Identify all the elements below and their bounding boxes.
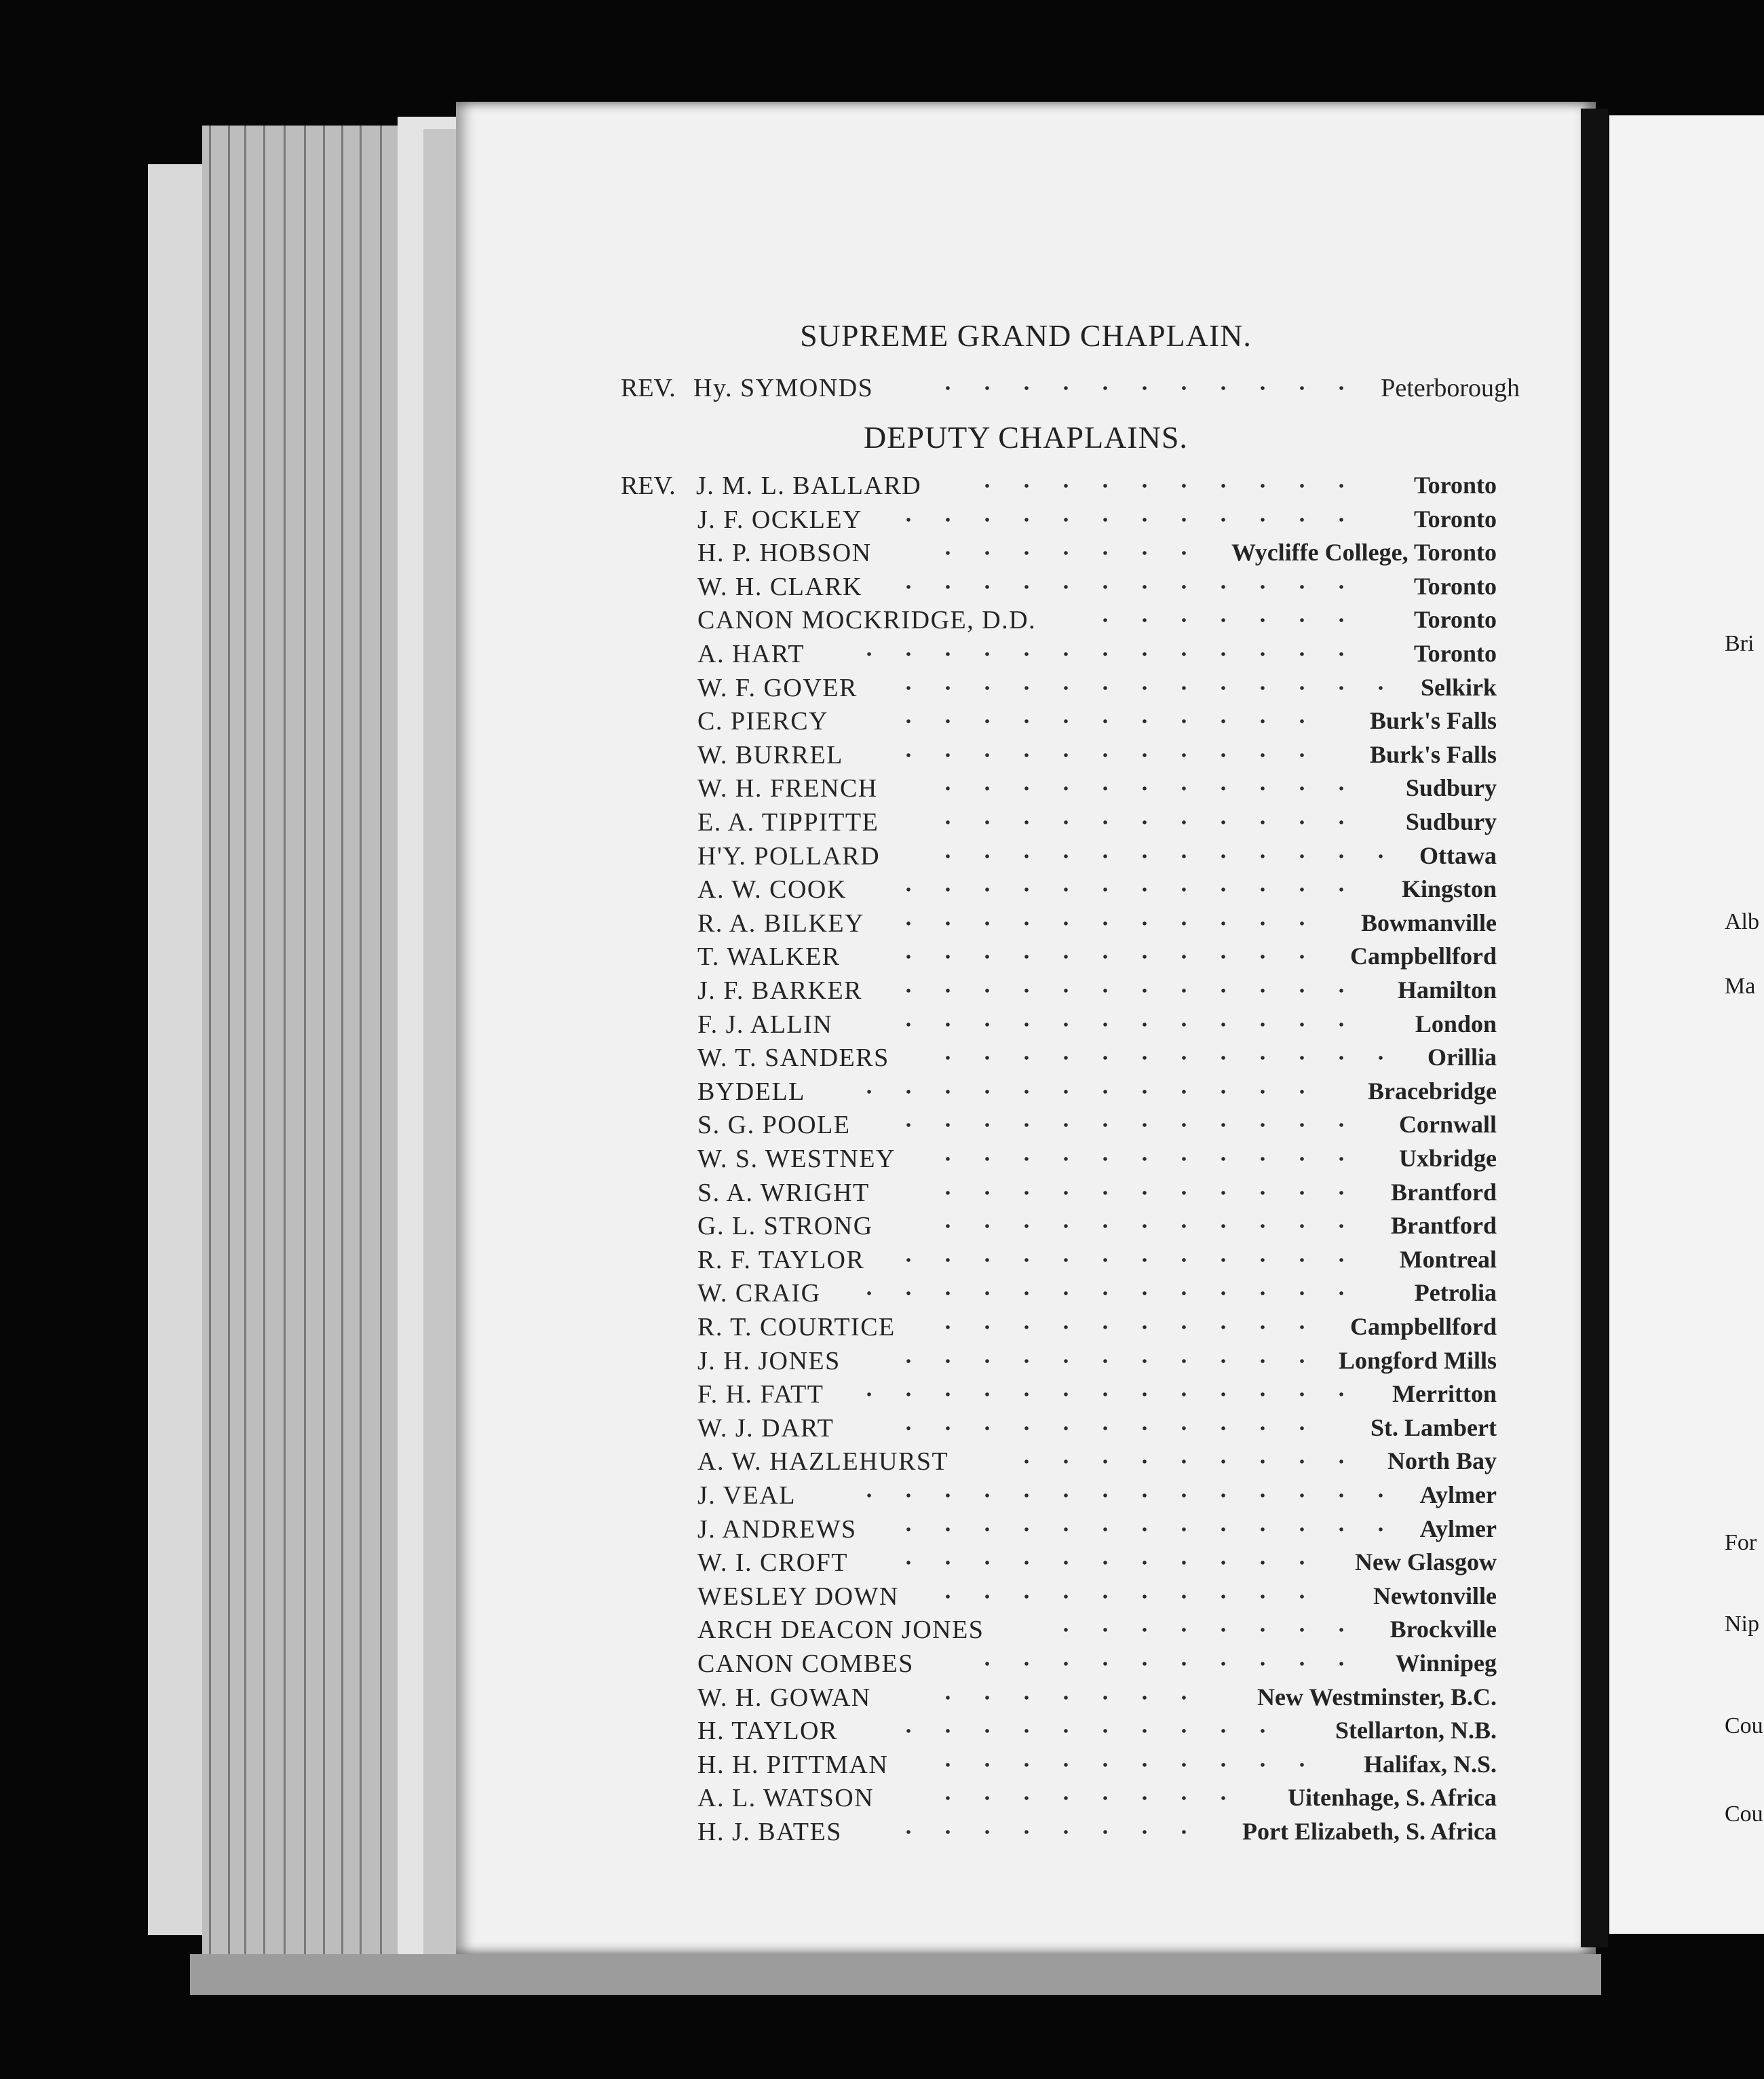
chaplain-name: H. P. HOBSON xyxy=(697,539,872,568)
leader-dots xyxy=(1007,1447,1368,1476)
chaplain-name: Hy. SYMONDS xyxy=(693,374,874,402)
chaplain-name: BYDELL xyxy=(697,1077,805,1106)
leader-dots xyxy=(1046,1615,1368,1645)
chaplain-place: Brantford xyxy=(1391,1178,1497,1206)
leader-dots xyxy=(928,1144,1368,1174)
chaplain-row xyxy=(456,1278,1596,1312)
chaplain-place: Cornwall xyxy=(1399,1111,1497,1139)
chaplain-place: Uxbridge xyxy=(1399,1145,1497,1172)
chaplain-place: Sudbury xyxy=(1405,774,1497,802)
chaplain-row xyxy=(456,1716,1596,1750)
chaplain-place: Toronto xyxy=(1413,606,1497,634)
chaplain-name: H. TAYLOR xyxy=(697,1717,838,1746)
chaplain-row xyxy=(456,976,1596,1010)
deputies-heading: DEPUTY CHAPLAINS. xyxy=(864,420,1188,455)
page-stack-edges xyxy=(202,126,399,1958)
chaplain-place: Aylmer xyxy=(1419,1514,1497,1542)
chaplain-row xyxy=(456,572,1596,606)
chaplain-place: London xyxy=(1415,1010,1497,1037)
chaplain-row xyxy=(456,942,1596,976)
chaplain-place: North Bay xyxy=(1387,1447,1497,1475)
chaplain-place: Ottawa xyxy=(1419,841,1497,869)
facing-fragment: Bri xyxy=(1725,631,1755,656)
chaplain-name: J. H. JONES xyxy=(697,1346,841,1375)
chaplain-row xyxy=(456,875,1596,909)
chaplain-place: Bracebridge xyxy=(1368,1077,1497,1105)
rev-prefix: REV. xyxy=(621,374,676,402)
chaplain-name: ARCH DEACON JONES xyxy=(697,1616,984,1645)
leader-dots xyxy=(849,1379,1368,1409)
chaplain-place: Campbellford xyxy=(1350,942,1497,970)
chaplain-place: New Westminster, B.C. xyxy=(1257,1683,1497,1711)
leader-dots xyxy=(889,909,1328,938)
chaplain-row xyxy=(456,807,1596,841)
chaplain-row xyxy=(456,605,1596,639)
chaplain-row xyxy=(456,740,1596,774)
chaplain-name: J. F. BARKER xyxy=(697,976,863,1005)
chaplain-name: WESLEY DOWN xyxy=(697,1582,899,1611)
chaplain-name: CANON MOCKRIDGE, D.D. xyxy=(697,606,1037,635)
chaplain-row xyxy=(456,1582,1596,1616)
chaplain-place: St. Lambert xyxy=(1370,1413,1497,1441)
leader-dots xyxy=(928,1312,1328,1342)
leader-dots xyxy=(849,1278,1368,1308)
book-gutter xyxy=(1581,109,1608,1947)
facing-fragment: For xyxy=(1725,1530,1757,1555)
chaplain-row xyxy=(456,909,1596,942)
chaplain-name: A. W. COOK xyxy=(697,875,847,904)
chaplain-row xyxy=(456,774,1596,807)
chaplain-row xyxy=(456,1683,1596,1717)
chaplain-name: W. H. GOWAN xyxy=(697,1683,871,1712)
facing-fragment: Cou xyxy=(1725,1713,1763,1738)
chaplain-place: Sudbury xyxy=(1405,808,1497,835)
chaplain-row xyxy=(456,1379,1596,1413)
leader-dots xyxy=(889,1514,1407,1544)
chaplain-place: Uitenhage, S. Africa xyxy=(1288,1784,1497,1812)
book-bottom-edge xyxy=(190,1954,1601,1995)
leader-dots xyxy=(928,1750,1328,1780)
chaplain-row xyxy=(456,1043,1596,1077)
chaplain-name: W. S. WESTNEY xyxy=(697,1145,896,1173)
chaplain-name: H'Y. POLLARD xyxy=(697,841,881,871)
chaplain-place: Toronto xyxy=(1413,572,1497,600)
leader-dots xyxy=(889,1548,1328,1578)
chaplain-row xyxy=(456,706,1596,740)
chaplain-row xyxy=(456,673,1596,707)
chaplain-place: Peterborough xyxy=(1381,374,1520,402)
leader-dots xyxy=(967,1649,1368,1679)
facing-fragment: Ma xyxy=(1725,974,1756,999)
chaplain-row xyxy=(456,1649,1596,1683)
leader-dots xyxy=(967,471,1368,501)
chaplain-name: J. F. OCKLEY xyxy=(697,505,862,534)
chaplain-name: W. J. DART xyxy=(697,1413,835,1443)
facing-fragment: Alb xyxy=(1725,909,1759,934)
chaplain-place: Longford Mills xyxy=(1338,1346,1497,1374)
chaplain-place: Selkirk xyxy=(1420,673,1497,701)
book-page xyxy=(456,102,1596,1954)
chaplain-place: Merritton xyxy=(1392,1380,1497,1408)
facing-page xyxy=(1609,115,1764,1934)
leader-dots xyxy=(889,740,1328,770)
chaplain-place: Burk's Falls xyxy=(1369,707,1497,735)
chaplain-name: W. H. CLARK xyxy=(697,572,863,601)
leader-dots xyxy=(889,706,1328,736)
chaplain-name: J. VEAL xyxy=(697,1481,796,1510)
chaplain-name: R. F. TAYLOR xyxy=(697,1245,865,1274)
leader-dots xyxy=(889,505,1368,535)
chaplain-name: W. T. SANDERS xyxy=(697,1044,889,1073)
chaplain-row xyxy=(456,1481,1596,1514)
chaplain-name: W. I. CROFT xyxy=(697,1548,849,1578)
chaplain-name: H. H. PITTMAN xyxy=(697,1750,889,1779)
chaplain-row xyxy=(456,1615,1596,1649)
leader-dots xyxy=(928,1043,1407,1073)
chaplain-name: W. F. GOVER xyxy=(697,673,858,702)
chaplain-place: Hamilton xyxy=(1397,976,1497,1004)
chaplain-row xyxy=(456,1312,1596,1346)
chaplain-name: S. A. WRIGHT xyxy=(697,1178,870,1207)
chaplain-place: Campbellford xyxy=(1350,1313,1497,1340)
chaplain-name: G. L. STRONG xyxy=(697,1212,873,1241)
chaplain-place: Petrolia xyxy=(1414,1279,1497,1307)
leader-dots xyxy=(928,538,1210,568)
chaplain-place: Toronto xyxy=(1413,505,1497,533)
leader-dots xyxy=(889,875,1368,904)
facing-fragment: Nip xyxy=(1725,1611,1759,1637)
chaplain-row xyxy=(456,1010,1596,1044)
chaplain-row xyxy=(456,1178,1596,1212)
leader-dots xyxy=(928,807,1368,837)
chaplain-name: C. PIERCY xyxy=(697,707,828,736)
chaplain-name: T. WALKER xyxy=(697,942,841,972)
leader-dots xyxy=(928,373,1368,403)
chaplain-place: Halifax, N.S. xyxy=(1363,1750,1497,1778)
chaplain-name: F. H. FATT xyxy=(697,1380,824,1409)
chaplain-name: A. W. HAZLEHURST xyxy=(697,1447,949,1476)
chaplain-name: W. H. FRENCH xyxy=(697,774,878,803)
chaplain-place: Winnipeg xyxy=(1395,1649,1497,1677)
leader-dots xyxy=(889,1245,1368,1275)
leader-dots xyxy=(928,1211,1368,1241)
leader-dots xyxy=(928,1783,1250,1813)
rev-prefix: REV. xyxy=(621,472,676,500)
chaplain-place: Toronto xyxy=(1413,472,1497,499)
book-cover-edge xyxy=(148,164,204,1935)
leader-dots xyxy=(928,1683,1210,1713)
chaplain-place: Orillia xyxy=(1427,1044,1497,1071)
chaplain-name: R. A. BILKEY xyxy=(697,909,864,938)
chaplain-place: Brantford xyxy=(1391,1212,1497,1240)
leader-dots xyxy=(889,942,1328,972)
chaplain-row xyxy=(456,471,1596,505)
leader-dots xyxy=(889,1346,1328,1376)
chaplain-place: New Glasgow xyxy=(1355,1548,1497,1576)
chaplain-row xyxy=(456,639,1596,673)
supreme-heading: SUPREME GRAND CHAPLAIN. xyxy=(800,318,1252,353)
chaplain-row xyxy=(456,1783,1596,1817)
supreme-entry xyxy=(456,373,1596,407)
chaplain-place: Bowmanville xyxy=(1360,909,1497,936)
leader-dots xyxy=(1086,605,1368,635)
leader-dots xyxy=(849,1077,1328,1107)
chaplain-row xyxy=(456,1110,1596,1144)
leader-dots xyxy=(849,639,1368,669)
leader-dots xyxy=(889,1413,1328,1443)
chaplain-name: A. HART xyxy=(697,640,805,668)
chaplain-place: Brockville xyxy=(1389,1616,1497,1643)
leader-dots xyxy=(889,1010,1368,1040)
chaplain-row xyxy=(456,1346,1596,1380)
leader-dots xyxy=(889,673,1407,703)
chaplain-place: Port Elizabeth, S. Africa xyxy=(1242,1818,1497,1845)
chaplain-row xyxy=(456,1548,1596,1582)
chaplain-row xyxy=(456,1447,1596,1481)
chaplain-row xyxy=(456,1245,1596,1279)
chaplain-name: J. ANDREWS xyxy=(697,1514,857,1544)
leader-dots xyxy=(889,1716,1289,1746)
chaplain-name: S. G. POOLE xyxy=(697,1111,851,1140)
chaplain-place: Toronto xyxy=(1413,640,1497,667)
leader-dots xyxy=(889,1110,1368,1140)
chaplain-place: Newtonville xyxy=(1373,1582,1497,1609)
chaplain-name: CANON COMBES xyxy=(697,1649,914,1678)
chaplain-place: Montreal xyxy=(1399,1245,1497,1273)
chaplain-place: Wycliffe College, Toronto xyxy=(1231,539,1497,567)
facing-fragment: Cou xyxy=(1725,1801,1763,1827)
chaplain-name: E. A. TIPPITTE xyxy=(697,808,879,837)
chaplain-row xyxy=(456,1514,1596,1548)
chaplain-row xyxy=(456,1144,1596,1178)
leader-dots xyxy=(928,774,1368,803)
chaplain-name: A. L. WATSON xyxy=(697,1784,875,1813)
leader-dots xyxy=(928,841,1407,871)
chaplain-place: Stellarton, N.B. xyxy=(1335,1717,1497,1744)
chaplain-row xyxy=(456,1817,1596,1851)
leader-dots xyxy=(889,976,1368,1006)
chaplain-name: J. M. L. BALLARD xyxy=(696,472,922,500)
chaplain-row xyxy=(456,1211,1596,1245)
leader-dots xyxy=(928,1178,1368,1208)
chaplain-row xyxy=(456,1413,1596,1447)
chaplain-name: H. J. BATES xyxy=(697,1818,842,1846)
chaplain-place: Kingston xyxy=(1401,875,1497,903)
chaplain-name: F. J. ALLIN xyxy=(697,1010,833,1039)
chaplain-name: W. BURREL xyxy=(697,740,843,769)
chaplain-place: Burk's Falls xyxy=(1369,740,1497,768)
leader-dots xyxy=(889,1817,1210,1847)
chaplain-name: W. CRAIG xyxy=(697,1279,821,1308)
leader-dots xyxy=(889,572,1368,602)
chaplain-row xyxy=(456,538,1596,572)
chaplain-name: R. T. COURTICE xyxy=(697,1313,896,1341)
chaplain-row xyxy=(456,505,1596,539)
chaplain-row xyxy=(456,1750,1596,1784)
chaplain-place: Aylmer xyxy=(1419,1481,1497,1508)
chaplain-row xyxy=(456,1077,1596,1111)
leader-dots xyxy=(849,1481,1407,1510)
leader-dots xyxy=(928,1582,1328,1611)
chaplain-row xyxy=(456,841,1596,875)
